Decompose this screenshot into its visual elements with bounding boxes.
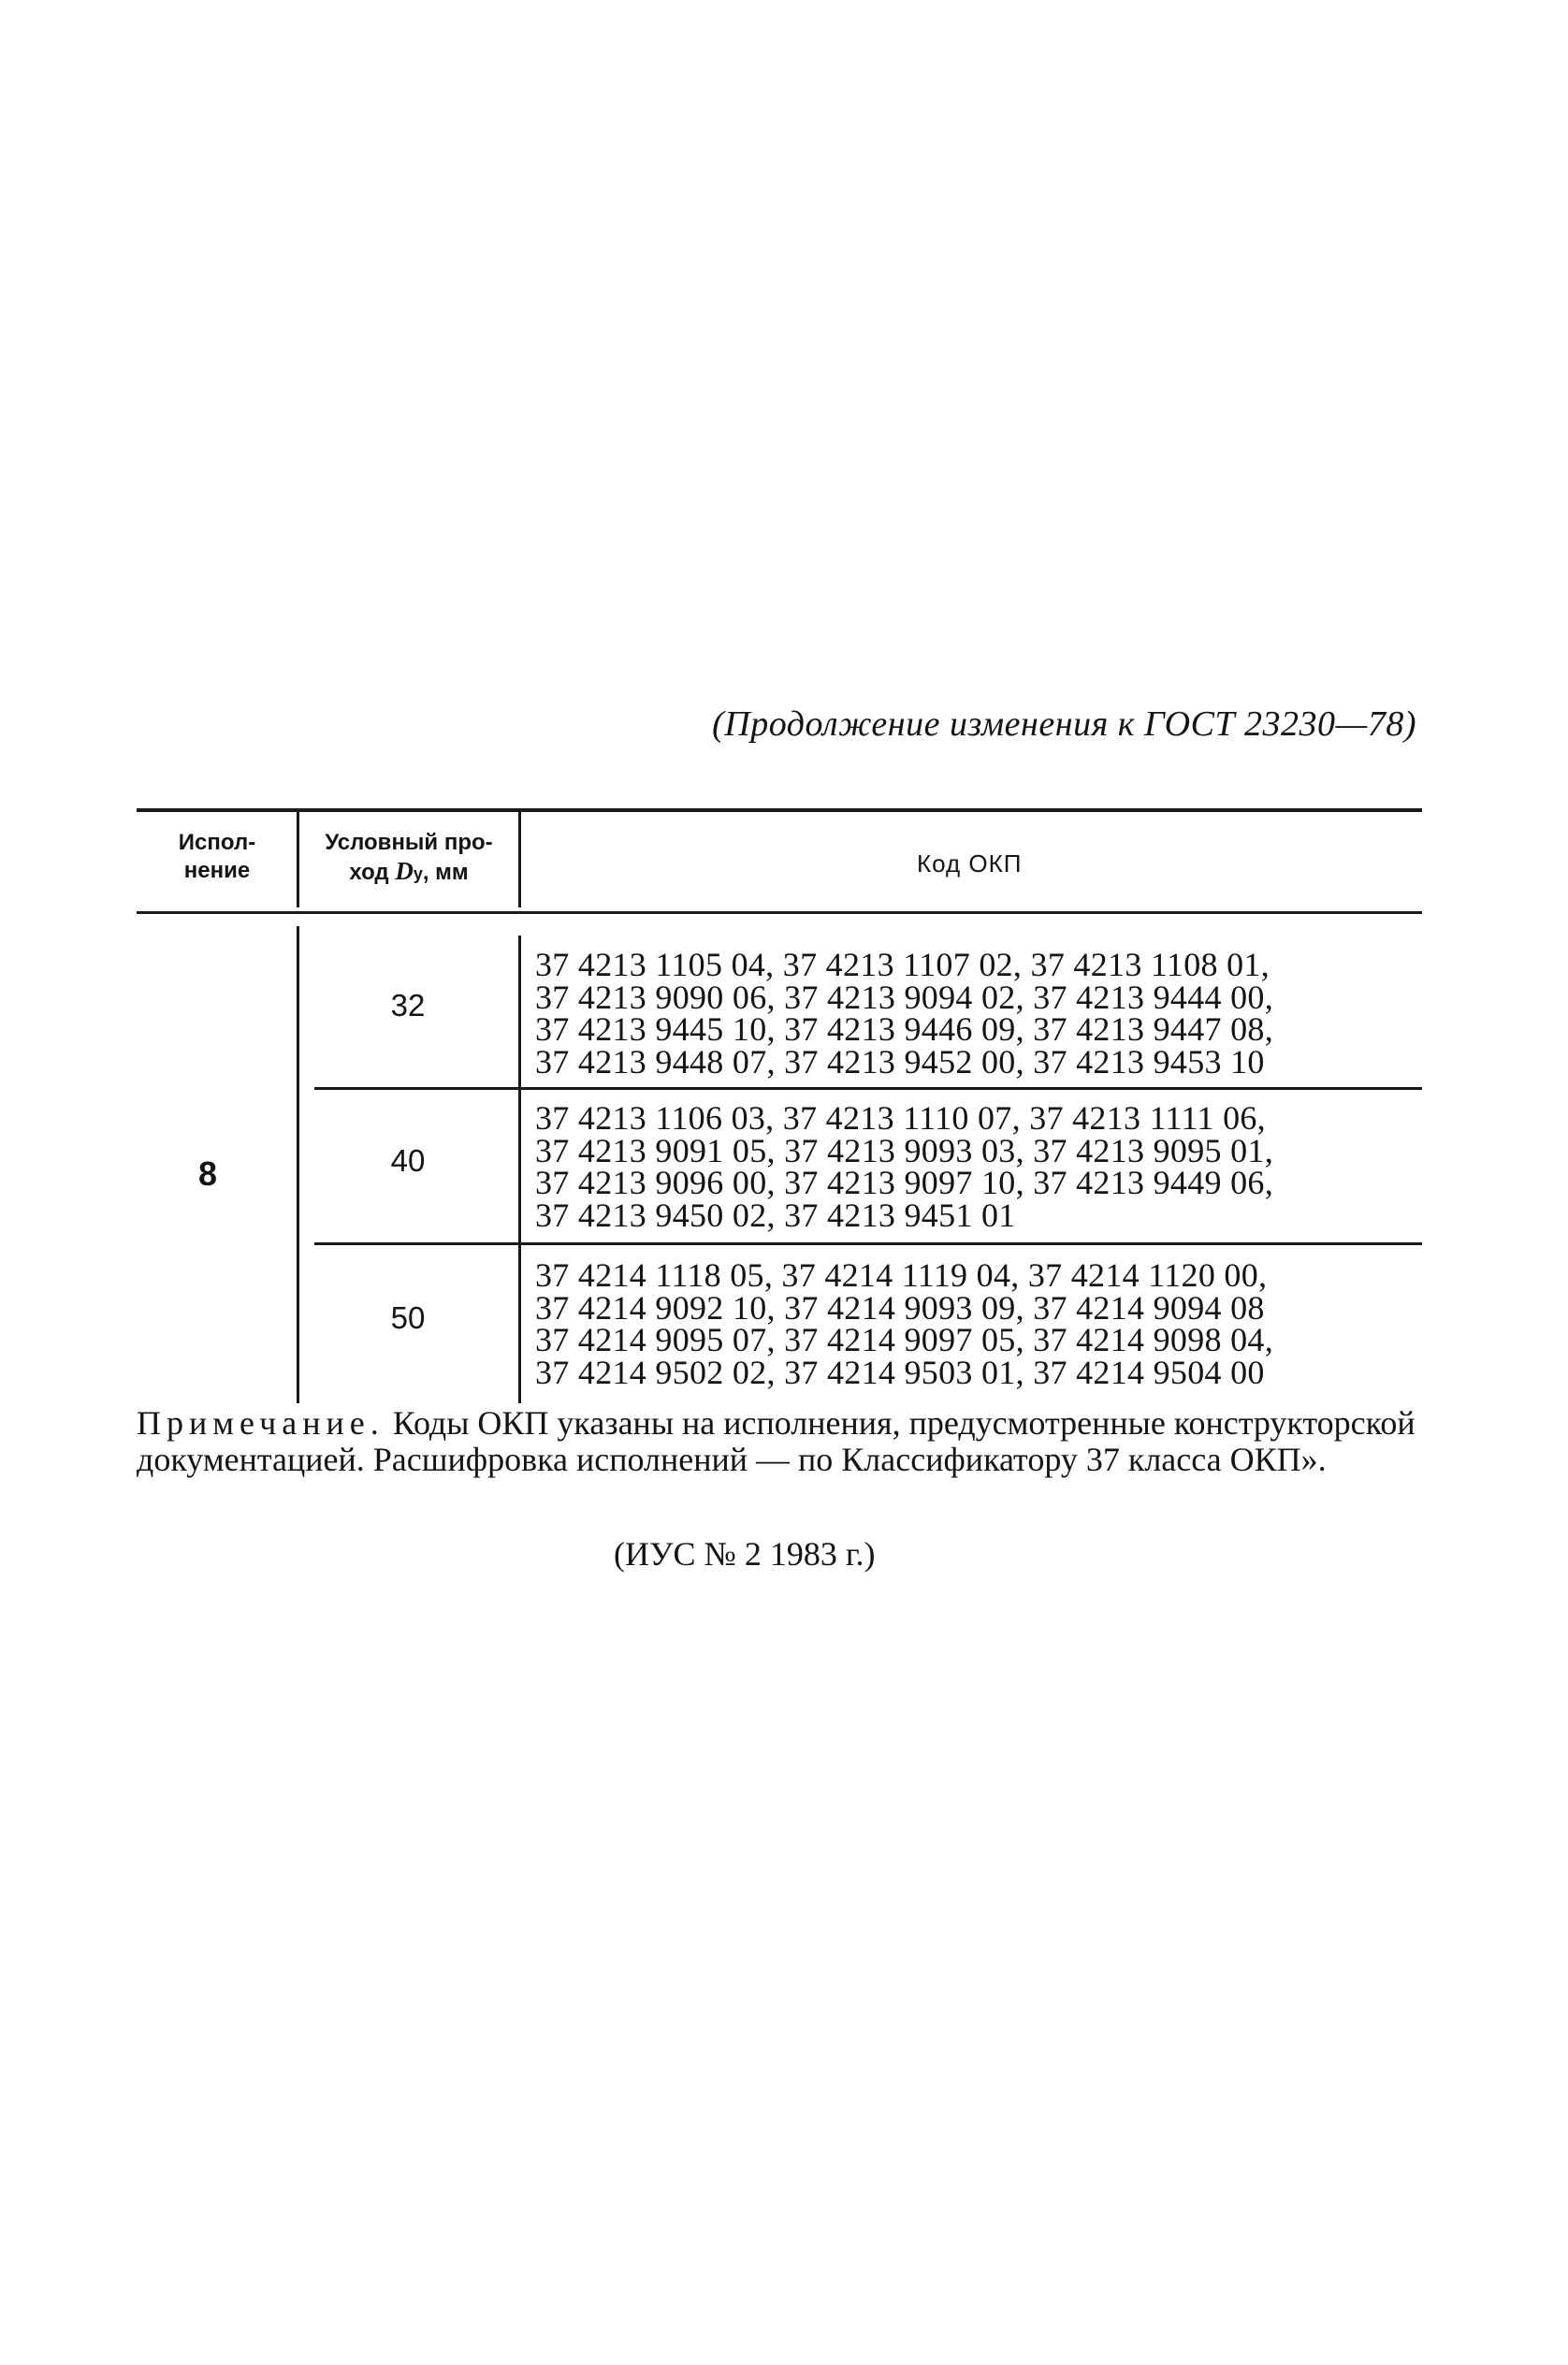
- okp-codes-50: [535, 1256, 1273, 1391]
- note-text: Коды ОКП указаны на исполнения, предусмотренные конструкторской документацией. Расшифровка исполнений — по Классификатору 37 класса ОКП».: [137, 1404, 1416, 1478]
- variant-value: 8: [198, 1154, 218, 1193]
- okp-codes-32: [535, 946, 1273, 1081]
- header-dn-symbol: [395, 857, 423, 885]
- code-line: 37 4214 9092 10, 37 4214 9093 09, 37 4214 9094 08: [535, 1288, 1265, 1327]
- row-divider-40-50: [314, 1242, 1422, 1245]
- column-divider-2: [518, 810, 521, 907]
- header-dn-unit: , мм: [422, 860, 469, 885]
- dn-value-40: 40: [390, 1143, 426, 1178]
- column-divider-1-body: [297, 926, 299, 1403]
- header-variant-line2: нение: [183, 858, 251, 883]
- column-divider-2-body: [518, 936, 521, 1403]
- header-nominal-diameter: [301, 829, 516, 888]
- code-line: 37 4214 9095 07, 37 4214 9097 05, 37 4214 9098 04,: [535, 1321, 1273, 1358]
- code-line: 37 4214 9502 02, 37 4214 9503 01, 37 4214 9504 00: [535, 1353, 1265, 1391]
- code-line: 37 4213 9091 05, 37 4213 9093 03, 37 4213 9095 01,: [535, 1131, 1273, 1169]
- source-reference: (ИУС № 2 1983 г.): [614, 1535, 876, 1573]
- code-line: 37 4213 9096 00, 37 4213 9097 10, 37 4213 9449 06,: [535, 1164, 1273, 1201]
- header-dn-letter: D: [395, 857, 414, 885]
- header-variant: [140, 829, 294, 885]
- column-divider-1: [297, 810, 299, 907]
- dn-value-50: 50: [390, 1300, 426, 1335]
- code-line: 37 4213 9445 10, 37 4213 9446 09, 37 4213 9447 08,: [535, 1010, 1273, 1048]
- code-line: 37 4213 9450 02, 37 4213 9451 01: [535, 1196, 1016, 1234]
- continuation-header: (Продолжение изменения к ГОСТ 23230—78): [712, 704, 1416, 744]
- row-divider-32-40: [314, 1087, 1422, 1090]
- code-line: 37 4213 1105 04, 37 4213 1107 02, 37 4213 1108 01,: [535, 946, 1270, 983]
- note-paragraph: [137, 1405, 1428, 1478]
- header-dn-line1: Условный про-: [325, 830, 493, 855]
- code-line: 37 4213 9448 07, 37 4213 9452 00, 37 4213 9453 10: [535, 1042, 1265, 1081]
- table-top-rule: [137, 808, 1422, 812]
- header-variant-line1: Испол-: [178, 830, 256, 855]
- okp-codes-40: [535, 1099, 1273, 1234]
- code-line: 37 4214 1118 05, 37 4214 1119 04, 37 4214 1120 00,: [535, 1256, 1268, 1294]
- header-okp-code: Код ОКП: [917, 849, 1023, 878]
- code-line: 37 4213 9090 06, 37 4213 9094 02, 37 4213 9444 00,: [535, 978, 1273, 1016]
- code-line: 37 4213 1106 03, 37 4213 1110 07, 37 4213 1111 06,: [535, 1099, 1266, 1137]
- dn-value-32: 32: [390, 988, 426, 1023]
- note-label: Примечание.: [137, 1404, 385, 1442]
- table-header-rule: [137, 911, 1422, 914]
- header-dn-subscript: у: [413, 864, 423, 883]
- header-dn-line2: [301, 857, 516, 888]
- header-dn-prefix: ход: [349, 860, 396, 885]
